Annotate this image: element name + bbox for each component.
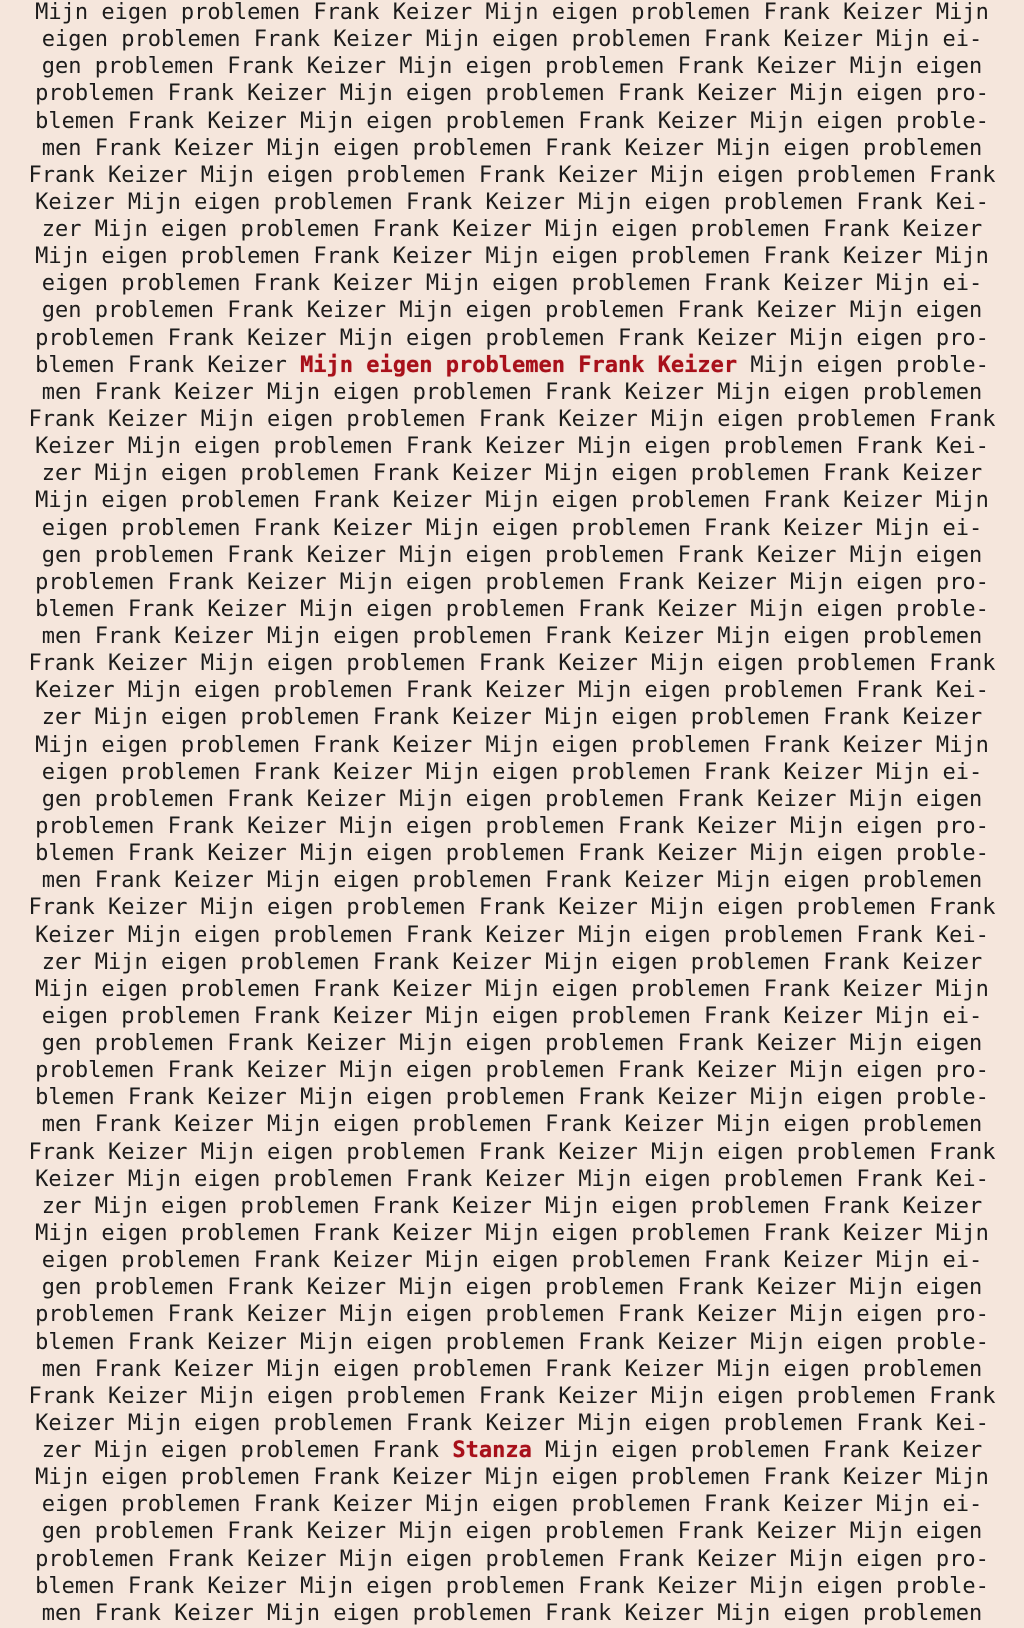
poem-segment: blemen Frank Keizer Mijn eigen problemen Frank Keizer Mijn eigen proble- — [35, 1573, 989, 1599]
poem-segment: Keizer Mijn eigen problemen Frank Keizer Mijn eigen problemen Frank Kei- — [35, 189, 989, 215]
poem-line — [0, 1574, 1024, 1601]
highlighted-phrase: Mijn eigen problemen Frank Keizer — [300, 352, 738, 378]
poem-line — [0, 136, 1024, 163]
poem-line — [0, 217, 1024, 244]
poem-segment: problemen Frank Keizer Mijn eigen problemen Frank Keizer Mijn eigen pro- — [35, 325, 989, 351]
poem-segment: Mijn eigen problemen Frank Keizer Mijn eigen problemen Frank Keizer Mijn — [35, 1221, 989, 1246]
poem-line — [0, 81, 1024, 108]
poem-segment: eigen problemen Frank Keizer Mijn eigen problemen Frank Keizer Mijn ei- — [41, 1003, 983, 1029]
poem-segment: Keizer Mijn eigen problemen Frank Keizer Mijn eigen problemen Frank Kei- — [35, 434, 989, 460]
poem-segment: eigen problemen Frank Keizer Mijn eigen problemen Frank Keizer Mijn ei- — [41, 1248, 983, 1274]
poem-line — [0, 543, 1024, 570]
poem-segment: Frank Keizer Mijn eigen problemen Frank Keizer Mijn eigen problemen Frank — [28, 1383, 996, 1409]
poem-segment: Keizer Mijn eigen problemen Frank Keizer Mijn eigen problemen Frank Kei- — [35, 1166, 989, 1192]
poem-line — [0, 1004, 1024, 1031]
poem-segment: men Frank Keizer Mijn eigen problemen Frank Keizer Mijn eigen problemen — [41, 868, 983, 894]
poem-segment: Mijn eigen problemen Frank Keizer Mijn eigen problemen Frank Keizer Mijn — [35, 488, 989, 514]
poem-segment: problemen Frank Keizer Mijn eigen problemen Frank Keizer Mijn eigen pro- — [35, 814, 989, 839]
poem-segment: zer Mijn eigen problemen Frank — [41, 1438, 453, 1464]
poem-line — [0, 868, 1024, 895]
poem-segment: gen problemen Frank Keizer Mijn eigen problemen Frank Keizer Mijn eigen — [41, 542, 983, 568]
poem-segment: zer Mijn eigen problemen Frank Keizer Mijn eigen problemen Frank Keizer — [41, 461, 983, 487]
poem-line — [0, 54, 1024, 81]
poem-segment: men Frank Keizer Mijn eigen problemen Frank Keizer Mijn eigen problemen — [41, 135, 983, 161]
poem-segment: Frank Keizer Mijn eigen problemen Frank Keizer Mijn eigen problemen Frank — [28, 407, 996, 432]
poem-segment: Mijn eigen proble- — [737, 352, 989, 378]
poem-line — [0, 353, 1024, 380]
poem-line — [0, 977, 1024, 1004]
poem-line — [0, 1221, 1024, 1248]
poem-line — [0, 950, 1024, 977]
poem-line — [0, 0, 1024, 27]
poem-segment: eigen problemen Frank Keizer Mijn eigen problemen Frank Keizer Mijn ei- — [41, 515, 983, 541]
poem-line — [0, 814, 1024, 841]
poem-segment: problemen Frank Keizer Mijn eigen problemen Frank Keizer Mijn eigen pro- — [35, 1058, 989, 1084]
poem-line — [0, 380, 1024, 407]
poem-segment: Mijn eigen problemen Frank Keizer Mijn eigen problemen Frank Keizer Mijn — [35, 976, 989, 1002]
poem-segment: problemen Frank Keizer Mijn eigen problemen Frank Keizer Mijn eigen pro- — [35, 1546, 989, 1572]
poem-segment: zer Mijn eigen problemen Frank Keizer Mijn eigen problemen Frank Keizer — [41, 1193, 983, 1219]
poem-segment: blemen Frank Keizer Mijn eigen problemen Frank Keizer Mijn eigen proble- — [35, 596, 989, 622]
poem-line — [0, 570, 1024, 597]
poem-line — [0, 244, 1024, 271]
poem-segment: Mijn eigen problemen Frank Keizer Mijn eigen problemen Frank Keizer Mijn — [35, 1465, 989, 1491]
poem-line — [0, 1384, 1024, 1411]
poem-segment: gen problemen Frank Keizer Mijn eigen problemen Frank Keizer Mijn eigen — [41, 54, 983, 80]
poem-line — [0, 705, 1024, 732]
poem-segment: Frank Keizer Mijn eigen problemen Frank Keizer Mijn eigen problemen Frank — [28, 651, 996, 677]
poem-line — [0, 109, 1024, 136]
poem-segment: problemen Frank Keizer Mijn eigen problemen Frank Keizer Mijn eigen pro- — [35, 1302, 989, 1328]
highlighted-phrase: Stanza — [452, 1438, 532, 1464]
poem-segment: zer Mijn eigen problemen Frank Keizer Mijn eigen problemen Frank Keizer — [41, 949, 983, 975]
poem-line — [0, 516, 1024, 543]
poem-line — [0, 1248, 1024, 1275]
poem-line — [0, 1112, 1024, 1139]
poem-line — [0, 1547, 1024, 1574]
poem-line — [0, 1465, 1024, 1492]
poem-segment: Keizer Mijn eigen problemen Frank Keizer Mijn eigen problemen Frank Kei- — [35, 678, 989, 704]
poem-line — [0, 787, 1024, 814]
poem-line — [0, 461, 1024, 488]
poem-line — [0, 733, 1024, 760]
poem-segment: zer Mijn eigen problemen Frank Keizer Mijn eigen problemen Frank Keizer — [41, 217, 983, 243]
poem-line — [0, 1601, 1024, 1628]
poem-segment: gen problemen Frank Keizer Mijn eigen problemen Frank Keizer Mijn eigen — [41, 1275, 983, 1301]
poem-segment: blemen Frank Keizer Mijn eigen problemen Frank Keizer Mijn eigen proble- — [35, 841, 989, 867]
poem-line — [0, 597, 1024, 624]
poem-segment: Frank Keizer Mijn eigen problemen Frank Keizer Mijn eigen problemen Frank — [28, 162, 996, 188]
poem-segment: eigen problemen Frank Keizer Mijn eigen problemen Frank Keizer Mijn ei- — [41, 27, 983, 53]
poem-line — [0, 1140, 1024, 1167]
poem-segment: Frank Keizer Mijn eigen problemen Frank Keizer Mijn eigen problemen Frank — [28, 1139, 996, 1165]
poem-line — [0, 1411, 1024, 1438]
poem-segment: men Frank Keizer Mijn eigen problemen Frank Keizer Mijn eigen problemen — [41, 1600, 983, 1626]
poem-line — [0, 434, 1024, 461]
poem-line — [0, 1492, 1024, 1519]
poem-line — [0, 678, 1024, 705]
poem-line — [0, 407, 1024, 434]
poem-segment: gen problemen Frank Keizer Mijn eigen problemen Frank Keizer Mijn eigen — [41, 1519, 983, 1545]
poem-segment: zer Mijn eigen problemen Frank Keizer Mijn eigen problemen Frank Keizer — [41, 705, 983, 731]
poem-line — [0, 1275, 1024, 1302]
poem-line — [0, 760, 1024, 787]
poem-segment: gen problemen Frank Keizer Mijn eigen problemen Frank Keizer Mijn eigen — [41, 1031, 983, 1057]
poem-line — [0, 923, 1024, 950]
poem-line — [0, 163, 1024, 190]
poem-segment: problemen Frank Keizer Mijn eigen problemen Frank Keizer Mijn eigen pro- — [35, 81, 989, 107]
poem-segment: gen problemen Frank Keizer Mijn eigen problemen Frank Keizer Mijn eigen — [41, 786, 983, 812]
poem-line — [0, 1031, 1024, 1058]
poem-segment: men Frank Keizer Mijn eigen problemen Frank Keizer Mijn eigen problemen — [41, 379, 983, 405]
poem-segment: Mijn eigen problemen Frank Keizer Mijn eigen problemen Frank Keizer Mijn — [35, 732, 989, 758]
poem-line — [0, 27, 1024, 54]
poem-segment: eigen problemen Frank Keizer Mijn eigen problemen Frank Keizer Mijn ei- — [41, 1492, 983, 1518]
poem-line — [0, 1167, 1024, 1194]
poem-line — [0, 1194, 1024, 1221]
poem-segment: Keizer Mijn eigen problemen Frank Keizer Mijn eigen problemen Frank Kei- — [35, 922, 989, 948]
poem-segment: gen problemen Frank Keizer Mijn eigen problemen Frank Keizer Mijn eigen — [41, 298, 983, 324]
poem-line — [0, 271, 1024, 298]
poem-line — [0, 1357, 1024, 1384]
poem-line — [0, 1438, 1024, 1465]
poem-line — [0, 1519, 1024, 1546]
poem-segment: men Frank Keizer Mijn eigen problemen Frank Keizer Mijn eigen problemen — [41, 1112, 983, 1138]
poem-segment: Keizer Mijn eigen problemen Frank Keizer Mijn eigen problemen Frank Kei- — [35, 1410, 989, 1436]
poem-line — [0, 326, 1024, 353]
poem-line — [0, 1302, 1024, 1329]
poem-segment: eigen problemen Frank Keizer Mijn eigen problemen Frank Keizer Mijn ei- — [41, 759, 983, 785]
poem-line — [0, 651, 1024, 678]
poem-segment: men Frank Keizer Mijn eigen problemen Frank Keizer Mijn eigen problemen — [41, 624, 983, 650]
poem-line — [0, 1085, 1024, 1112]
poem-segment: Mijn eigen problemen Frank Keizer — [531, 1438, 983, 1464]
poem-segment: Mijn eigen problemen Frank Keizer Mijn eigen problemen Frank Keizer Mijn — [35, 0, 989, 25]
poem-segment: blemen Frank Keizer Mijn eigen problemen Frank Keizer Mijn eigen proble- — [35, 1329, 989, 1355]
poem-segment: blemen Frank Keizer Mijn eigen problemen Frank Keizer Mijn eigen proble- — [35, 1085, 989, 1111]
poem-line — [0, 488, 1024, 515]
poem-line — [0, 190, 1024, 217]
poem-segment: blemen Frank Keizer Mijn eigen problemen Frank Keizer Mijn eigen proble- — [35, 108, 989, 134]
poem-line — [0, 1330, 1024, 1357]
poem-segment: eigen problemen Frank Keizer Mijn eigen problemen Frank Keizer Mijn ei- — [41, 271, 983, 297]
poem-line — [0, 624, 1024, 651]
poem-line — [0, 298, 1024, 325]
poem-segment: blemen Frank Keizer — [35, 352, 301, 378]
poem-segment: men Frank Keizer Mijn eigen problemen Frank Keizer Mijn eigen problemen — [41, 1356, 983, 1382]
poem-line — [0, 1058, 1024, 1085]
poem-segment: problemen Frank Keizer Mijn eigen problemen Frank Keizer Mijn eigen pro- — [35, 569, 989, 595]
poem-segment: Mijn eigen problemen Frank Keizer Mijn eigen problemen Frank Keizer Mijn — [35, 244, 989, 270]
poem-line — [0, 841, 1024, 868]
poem-line — [0, 895, 1024, 922]
poem-segment: Frank Keizer Mijn eigen problemen Frank Keizer Mijn eigen problemen Frank — [28, 895, 996, 921]
